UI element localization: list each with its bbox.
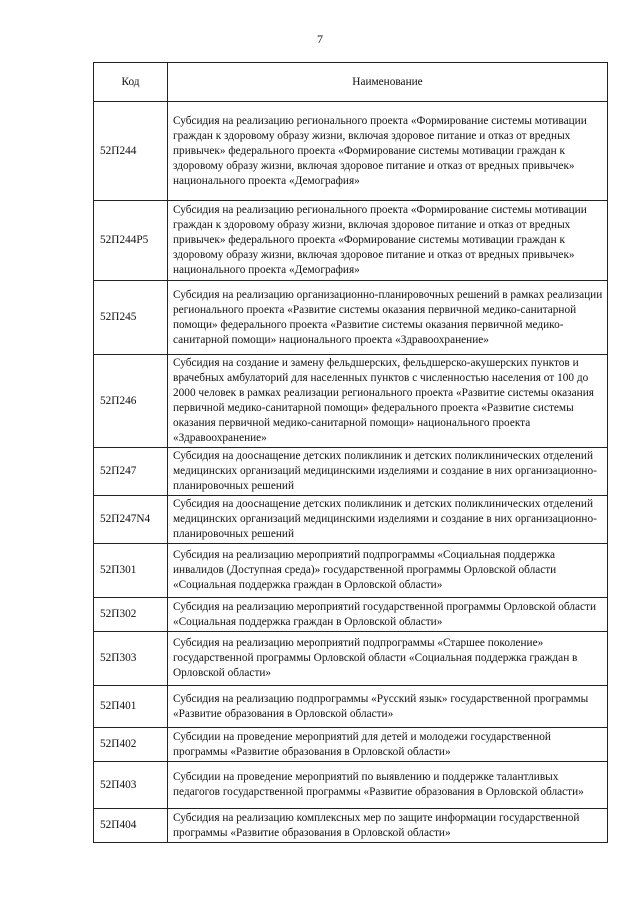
row-code: 52П244Р5	[94, 201, 168, 281]
name-column-header: Наименование	[168, 63, 608, 102]
row-name: Субсидия на реализацию регионального проекта «Формирование системы мотивации граждан к здоровому образу жизни, включая здоровое питание и отказ от вредных привычек» федерального проекта «Формирование системы мотивации граждан к здоровому образу жизни, включая здоровое питание и отказ от вредных привычек» национального проекта «Демография»	[168, 102, 608, 201]
table-row	[94, 728, 608, 762]
code-column-header: Код	[94, 63, 168, 102]
table-row	[94, 448, 608, 496]
codes-table	[93, 62, 608, 843]
row-name: Субсидия на дооснащение детских поликлиник и детских поликлинических отделений медицинских организаций медицинскими изделиями и создание в них организационно-планировочных решений	[168, 496, 608, 544]
row-code: 52П402	[94, 728, 168, 762]
row-name: Субсидия на реализацию мероприятий подпрограммы «Социальная поддержка инвалидов (Доступная среда)» государственной программы Орловской области «Социальная поддержка граждан в Орловской области»	[168, 544, 608, 598]
row-name: Субсидия на реализацию мероприятий государственной программы Орловской области «Социальная поддержка граждан в Орловской области»	[168, 598, 608, 632]
row-name: Субсидия на реализацию подпрограммы «Русский язык» государственной программы «Развитие образования в Орловской области»	[168, 686, 608, 728]
table-row	[94, 809, 608, 843]
row-code: 52П247	[94, 448, 168, 496]
table-row	[94, 102, 608, 201]
row-name: Субсидия на создание и замену фельдшерских, фельдшерско-акушерских пунктов и врачебных амбулаторий для населенных пунктов с численностью населения от 100 до 2000 человек в рамках реализации регионального проекта «Развитие системы оказания первичной медико-санитарной помощи» федерального проекта «Развитие системы оказания первичной медико-санитарной помощи» национального проекта «Здравоохранение»	[168, 355, 608, 448]
row-code: 52П245	[94, 281, 168, 355]
row-name: Субсидия на реализацию регионального проекта «Формирование системы мотивации граждан к здоровому образу жизни, включая здоровое питание и отказ от вредных привычек» федерального проекта «Формирование системы мотивации граждан к здоровому образу жизни, включая здоровое питание и отказ от вредных привычек» национального проекта «Демография»	[168, 201, 608, 281]
row-code: 52П401	[94, 686, 168, 728]
row-code: 52П247N4	[94, 496, 168, 544]
table-row	[94, 496, 608, 544]
row-name: Субсидия на реализацию организационно-планировочных решений в рамках реализации регионального проекта «Развитие системы оказания первичной медико-санитарной помощи» федерального проекта «Развитие системы оказания первичной медико-санитарной помощи» национального проекта «Здравоохранение»	[168, 281, 608, 355]
row-code: 52П301	[94, 544, 168, 598]
table-row	[94, 355, 608, 448]
table-row	[94, 544, 608, 598]
row-code: 52П246	[94, 355, 168, 448]
table-row	[94, 632, 608, 686]
row-code: 52П404	[94, 809, 168, 843]
table-row	[94, 598, 608, 632]
table-row	[94, 201, 608, 281]
row-name: Субсидия на дооснащение детских поликлиник и детских поликлинических отделений медицинских организаций медицинскими изделиями и создание в них организационно-планировочных решений	[168, 448, 608, 496]
table-row	[94, 762, 608, 809]
row-name: Субсидия на реализацию мероприятий подпрограммы «Старшее поколение» государственной программы Орловской области «Социальная поддержка граждан в Орловской области»	[168, 632, 608, 686]
row-code: 52П403	[94, 762, 168, 809]
table-row	[94, 281, 608, 355]
row-name: Субсидии на проведение мероприятий для детей и молодежи государственной программы «Развитие образования в Орловской области»	[168, 728, 608, 762]
row-code: 52П244	[94, 102, 168, 201]
row-code: 52П303	[94, 632, 168, 686]
row-name: Субсидии на проведение мероприятий по выявлению и поддержке талантливых педагогов государственной программы «Развитие образования в Орловской области»	[168, 762, 608, 809]
table-header-row	[94, 63, 608, 102]
row-code: 52П302	[94, 598, 168, 632]
page-number: 7	[317, 32, 323, 46]
table-row	[94, 686, 608, 728]
row-name: Субсидия на реализацию комплексных мер по защите информации государственной программы «Развитие образования в Орловской области»	[168, 809, 608, 843]
